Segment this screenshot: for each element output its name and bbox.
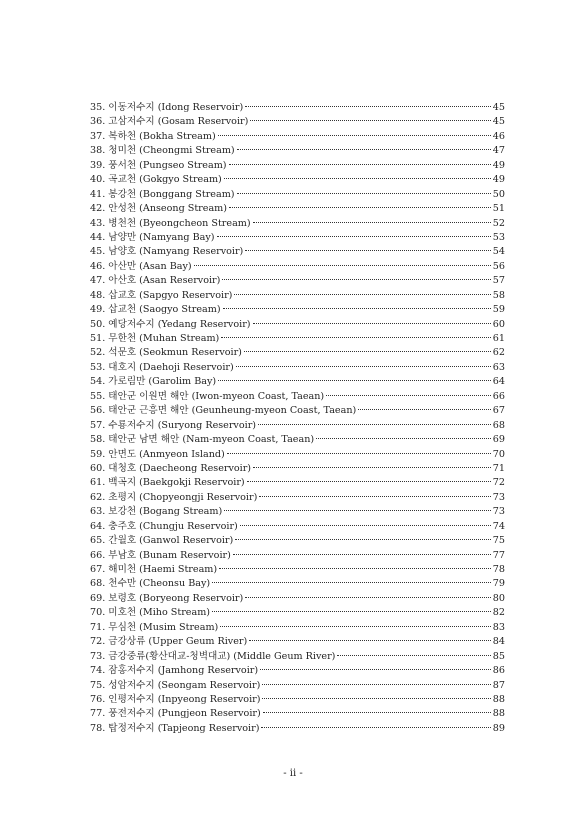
- page-number: - ii -: [283, 768, 303, 779]
- toc-entry[interactable]: [90, 635, 505, 649]
- dot-leader: [224, 510, 491, 511]
- dot-leader: [212, 611, 491, 612]
- toc-entry-page-number: 45: [492, 102, 505, 113]
- toc-entry[interactable]: [90, 375, 505, 389]
- toc-entry-title: 53. 대호지 (Daehoji Reservoir): [90, 361, 234, 373]
- toc-entry-page-number: 50: [492, 188, 505, 200]
- dot-leader: [249, 640, 491, 641]
- toc-entry-page-number: 74: [492, 520, 505, 532]
- toc-entry-title: 55. 태안군 이원면 해안 (Iwon-myeon Coast, Taean): [90, 390, 325, 402]
- toc-entry[interactable]: [90, 520, 505, 534]
- toc-entry-title: 50. 예당저수지 (Yedang Reservoir): [90, 318, 251, 330]
- dot-leader: [218, 135, 491, 136]
- dot-leader: [253, 467, 491, 468]
- toc-entry[interactable]: [90, 404, 505, 418]
- toc-entry-title: 75. 성암저수지 (Seongam Reservoir): [90, 679, 261, 691]
- dot-leader: [259, 496, 490, 497]
- toc-entry-page-number: 73: [492, 491, 505, 503]
- dot-leader: [235, 539, 491, 540]
- toc-entry-title: 67. 해미천 (Haemi Stream): [90, 564, 218, 575]
- toc-entry-page-number: 85: [492, 650, 505, 662]
- toc-entry-page-number: 54: [492, 246, 505, 258]
- toc-entry-title: 37. 복하천 (Bokha Stream): [90, 130, 216, 142]
- dot-leader: [234, 294, 490, 295]
- toc-entry[interactable]: [90, 245, 505, 259]
- toc-entry-title: 57. 수룡저수지 (Suryong Reservoir): [90, 419, 257, 431]
- toc-entry[interactable]: [90, 318, 505, 332]
- toc-entry-page-number: 84: [492, 636, 505, 648]
- toc-entry[interactable]: [90, 621, 505, 635]
- toc-entry-page-number: 57: [492, 275, 505, 287]
- toc-entry-title: 45. 남양호 (Namyang Reservoir): [90, 246, 244, 258]
- toc-entry-page-number: 67: [492, 405, 505, 417]
- toc-entry[interactable]: [90, 707, 505, 721]
- toc-entry[interactable]: [90, 274, 505, 288]
- toc-entry-title: 70. 미호천 (Miho Stream): [90, 607, 211, 619]
- dot-leader: [316, 438, 491, 439]
- toc-entry-page-number: 46: [492, 130, 505, 142]
- toc-entry-title: 73. 금강중류(황산대교-청벽대교) (Middle Geum River): [90, 650, 336, 662]
- toc-entry-title: 58. 태안군 남면 해안 (Nam-myeon Coast, Taean): [90, 434, 315, 446]
- toc-entry-page-number: 49: [492, 159, 505, 171]
- toc-entry-page-number: 47: [492, 145, 505, 157]
- toc-entry-page-number: 56: [492, 260, 505, 272]
- toc-entry[interactable]: [90, 419, 505, 433]
- toc-entry-page-number: 72: [492, 477, 505, 489]
- toc-entry-page-number: 49: [492, 174, 505, 186]
- toc-entry-page-number: 63: [492, 361, 505, 373]
- toc-entry-title: 39. 풍서천 (Pungseo Stream): [90, 159, 227, 171]
- dot-leader: [217, 236, 491, 237]
- toc-entry[interactable]: [90, 679, 505, 693]
- toc-entry-title: 69. 보령호 (Boryeong Reservoir): [90, 592, 244, 604]
- table-of-contents: [90, 101, 505, 736]
- toc-entry-title: 46. 아산만 (Asan Bay): [90, 260, 192, 272]
- toc-entry[interactable]: [90, 577, 505, 591]
- dot-leader: [212, 582, 491, 583]
- dot-leader: [244, 351, 491, 352]
- toc-entry[interactable]: [90, 260, 505, 274]
- dot-leader: [224, 178, 491, 179]
- dot-leader: [221, 337, 490, 338]
- toc-entry-title: 78. 탑정저수지 (Tapjeong Reservoir): [90, 722, 260, 734]
- toc-entry-page-number: 82: [492, 607, 505, 619]
- toc-entry[interactable]: [90, 202, 505, 216]
- dot-leader: [220, 626, 490, 627]
- toc-entry[interactable]: [90, 534, 505, 548]
- toc-entry-title: 49. 삽교천 (Saogyo Stream): [90, 304, 221, 316]
- toc-entry[interactable]: [90, 231, 505, 245]
- toc-entry-title: 60. 대청호 (Daecheong Reservoir): [90, 462, 252, 474]
- dot-leader: [260, 669, 491, 670]
- toc-entry-page-number: 68: [492, 419, 505, 431]
- toc-entry[interactable]: [90, 115, 505, 129]
- toc-entry[interactable]: [90, 390, 505, 404]
- dot-leader: [245, 106, 491, 107]
- dot-leader: [326, 395, 491, 396]
- toc-entry-page-number: 83: [492, 621, 505, 633]
- dot-leader: [240, 525, 491, 526]
- toc-entry[interactable]: [90, 144, 505, 158]
- toc-entry-page-number: 71: [492, 462, 505, 474]
- toc-entry-title: 47. 아산호 (Asan Reservoir): [90, 275, 221, 287]
- toc-entry[interactable]: [90, 101, 505, 115]
- toc-entry-title: 64. 충주호 (Chungju Reservoir): [90, 520, 238, 532]
- dot-leader: [258, 424, 491, 425]
- toc-entry[interactable]: [90, 491, 505, 505]
- toc-entry-title: 68. 천수만 (Cheonsu Bay): [90, 578, 211, 590]
- toc-entry-title: 74. 잠홍저수지 (Jamhong Reservoir): [90, 665, 259, 677]
- toc-entry-title: 77. 풍전저수지 (Pungjeon Reservoir): [90, 708, 261, 720]
- dot-leader: [253, 323, 491, 324]
- toc-entry[interactable]: [90, 173, 505, 187]
- toc-entry-page-number: 89: [492, 722, 505, 734]
- toc-entry[interactable]: [90, 303, 505, 317]
- toc-entry-title: 54. 가로림만 (Garolim Bay): [90, 376, 217, 388]
- toc-entry-title: 44. 남양만 (Namyang Bay): [90, 231, 215, 243]
- toc-entry-title: 52. 석문호 (Seokmun Reservoir): [90, 347, 242, 359]
- toc-entry[interactable]: [90, 332, 505, 346]
- toc-entry-title: 42. 안성천 (Anseong Stream): [90, 203, 228, 215]
- dot-leader: [219, 568, 491, 569]
- toc-entry-page-number: 86: [492, 665, 505, 677]
- toc-entry[interactable]: [90, 563, 505, 577]
- dot-leader: [222, 279, 490, 280]
- dot-leader: [262, 698, 490, 699]
- dot-leader: [261, 727, 490, 728]
- toc-entry-page-number: 45: [492, 116, 505, 128]
- toc-entry[interactable]: [90, 188, 505, 202]
- dot-leader: [227, 453, 491, 454]
- toc-entry-page-number: 59: [492, 304, 505, 316]
- dot-leader: [337, 655, 490, 656]
- toc-entry-page-number: 51: [492, 203, 505, 215]
- toc-entry-title: 71. 무심천 (Musim Stream): [90, 621, 219, 633]
- toc-entry-page-number: 88: [492, 708, 505, 720]
- dot-leader: [263, 712, 491, 713]
- toc-entry[interactable]: [90, 361, 505, 375]
- toc-entry[interactable]: [90, 448, 505, 462]
- toc-entry[interactable]: [90, 549, 505, 563]
- toc-entry-title: 59. 안면도 (Anmyeon Island): [90, 448, 225, 460]
- dot-leader: [229, 164, 491, 165]
- toc-entry-title: 43. 병천천 (Byeongcheon Stream): [90, 217, 251, 229]
- toc-entry-title: 40. 곡교천 (Gokgyo Stream): [90, 174, 222, 186]
- toc-entry[interactable]: [90, 346, 505, 360]
- toc-entry-page-number: 87: [492, 679, 505, 691]
- toc-entry[interactable]: [90, 664, 505, 678]
- toc-entry-page-number: 77: [492, 549, 505, 561]
- toc-entry[interactable]: [90, 289, 505, 303]
- toc-entry-title: 36. 고삼저수지 (Gosam Reservoir): [90, 116, 249, 128]
- toc-entry-title: 62. 초평지 (Chopyeongji Reservoir): [90, 491, 258, 503]
- dot-leader: [223, 308, 491, 309]
- toc-entry-title: 76. 인평저수지 (Inpyeong Reservoir): [90, 693, 261, 705]
- dot-leader: [236, 366, 491, 367]
- toc-entry[interactable]: [90, 433, 505, 447]
- toc-entry[interactable]: [90, 650, 505, 664]
- toc-entry-page-number: 58: [492, 289, 505, 301]
- toc-entry-title: 38. 청미천 (Cheongmi Stream): [90, 145, 235, 157]
- toc-entry-title: 65. 간월호 (Ganwol Reservoir): [90, 535, 234, 547]
- toc-entry-title: 48. 삽교호 (Sapgyo Reservoir): [90, 289, 233, 301]
- toc-entry-title: 63. 보강천 (Bogang Stream): [90, 506, 223, 518]
- toc-entry-page-number: 70: [492, 448, 505, 460]
- toc-entry[interactable]: [90, 130, 505, 144]
- toc-entry[interactable]: [90, 505, 505, 519]
- toc-entry[interactable]: [90, 606, 505, 620]
- toc-entry[interactable]: [90, 159, 505, 173]
- toc-entry[interactable]: [90, 217, 505, 231]
- toc-entry-page-number: 73: [492, 506, 505, 518]
- toc-entry-title: 66. 부남호 (Bunam Reservoir): [90, 549, 231, 561]
- toc-entry-page-number: 62: [492, 347, 505, 359]
- toc-entry-page-number: 75: [492, 535, 505, 547]
- dot-leader: [358, 409, 491, 410]
- toc-entry-page-number: 88: [492, 693, 505, 705]
- toc-entry-title: 61. 백곡지 (Baekgokji Reservoir): [90, 477, 245, 489]
- toc-entry-page-number: 53: [492, 231, 505, 243]
- dot-leader: [237, 193, 491, 194]
- dot-leader: [253, 222, 491, 223]
- toc-entry-title: 72. 금강상류 (Upper Geum River): [90, 636, 248, 648]
- toc-entry-page-number: 79: [492, 578, 505, 590]
- dot-leader: [250, 120, 490, 121]
- toc-entry-title: 41. 봉강천 (Bonggang Stream): [90, 188, 235, 200]
- toc-entry[interactable]: [90, 462, 505, 476]
- dot-leader: [245, 250, 490, 251]
- toc-entry-page-number: 52: [492, 217, 505, 229]
- toc-entry-page-number: 69: [492, 434, 505, 446]
- toc-entry[interactable]: [90, 722, 505, 736]
- dot-leader: [229, 207, 491, 208]
- toc-entry[interactable]: [90, 592, 505, 606]
- toc-entry-page-number: 66: [492, 390, 505, 402]
- toc-entry-page-number: 78: [492, 564, 505, 575]
- dot-leader: [262, 684, 490, 685]
- toc-entry-title: 56. 태안군 근흥면 해안 (Geunheung-myeon Coast, Taean): [90, 405, 357, 417]
- toc-entry-title: 35. 이동저수지 (Idong Reservoir): [90, 102, 244, 113]
- dot-leader: [237, 149, 491, 150]
- dot-leader: [218, 380, 491, 381]
- toc-entry-page-number: 80: [492, 592, 505, 604]
- toc-entry-title: 51. 무한천 (Muhan Stream): [90, 333, 220, 344]
- toc-entry-page-number: 61: [492, 333, 505, 344]
- dot-leader: [247, 481, 491, 482]
- dot-leader: [245, 597, 491, 598]
- toc-entry-page-number: 64: [492, 376, 505, 388]
- toc-entry-page-number: 60: [492, 318, 505, 330]
- toc-entry[interactable]: [90, 693, 505, 707]
- toc-entry[interactable]: [90, 476, 505, 490]
- dot-leader: [194, 265, 491, 266]
- dot-leader: [233, 554, 491, 555]
